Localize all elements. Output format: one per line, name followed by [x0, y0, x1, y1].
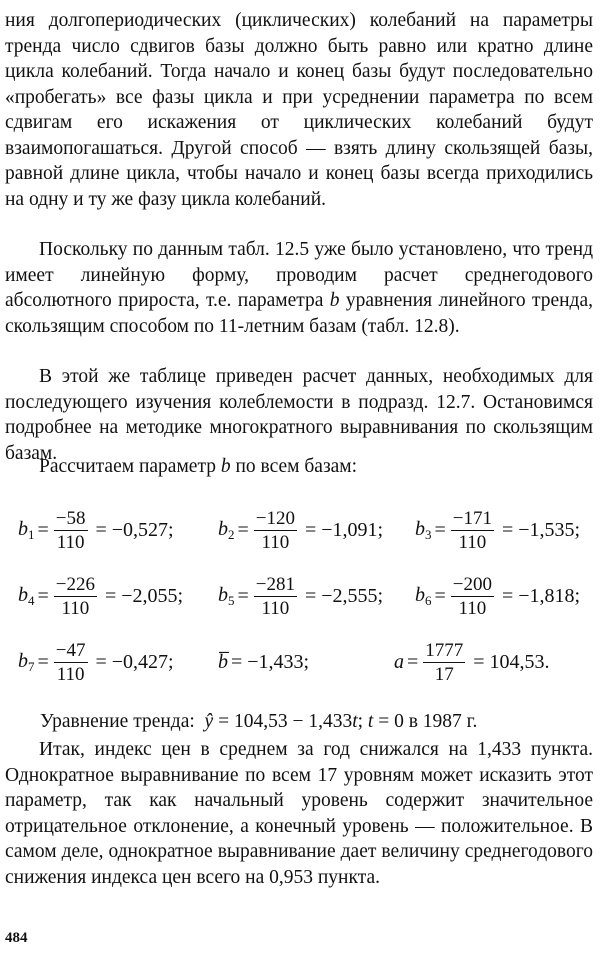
fraction-numerator: −200	[452, 573, 492, 595]
formula-symbol: $b_5$	[218, 583, 235, 608]
fraction-denominator: 110	[56, 531, 85, 553]
parameter-b-variable: b	[329, 290, 340, 311]
formula-result: = −2,555;	[305, 584, 384, 607]
formula-result: = −1,535;	[502, 518, 581, 541]
fraction-bar	[254, 530, 297, 531]
parameter-b-variable: b	[220, 456, 231, 477]
trend-t-variable: t	[352, 711, 358, 732]
fraction-numerator: −171	[452, 507, 492, 529]
trend-yhat: ŷ	[204, 711, 214, 732]
fraction-bar	[254, 596, 297, 597]
equals-sign: =	[37, 518, 49, 541]
formula-symbol: $b_1$	[18, 517, 35, 542]
trend-label: Уравнение тренда:	[40, 711, 195, 732]
formula-b2	[218, 500, 383, 560]
page-number: 484	[5, 930, 28, 946]
formula-result: = −0,527;	[95, 518, 174, 541]
fraction-bar	[451, 596, 494, 597]
trend-t-origin: = 0 в 1987 г.	[378, 711, 478, 732]
fraction-bar	[54, 530, 88, 531]
fraction-numerator: 1777	[425, 639, 464, 661]
formula-symbol: $b_3$	[415, 517, 432, 542]
formula-b4	[18, 566, 183, 626]
formula-b-mean	[218, 632, 309, 692]
equals-sign: =	[37, 650, 49, 673]
paragraph-conclusion: Итак, индекс цен в среднем за год снижался на 1,433 пункта. Однократное выравнивание по всем 17 уровням может исказить этот параметр, так как начальный уровень содержит значительное отрицательное отклонение, а конечный уровень — положительное. В самом деле, однократное выравнивание дает величину среднегодового снижения индекса цен всего на 0,953 пункта.	[5, 739, 593, 888]
fraction	[54, 574, 97, 619]
formula-row-2	[18, 566, 593, 626]
formula-row-1	[18, 500, 593, 560]
fraction-denominator: 110	[458, 531, 487, 553]
fraction-numerator: −226	[55, 573, 95, 595]
fraction	[54, 508, 88, 553]
trend-separator: ;	[357, 711, 364, 732]
fraction-bar	[54, 596, 97, 597]
formula-symbol: $b_4$	[18, 583, 35, 608]
paragraph-calculate-b-text-2: по всем базам:	[230, 456, 358, 477]
paragraph-linear-trend-text-2: уравнения линейного тренда, скользящим способом по 11-летним базам (табл. 12.8).	[5, 290, 593, 337]
paragraph-calculate-b	[5, 454, 593, 480]
equals-sign: =	[434, 518, 446, 541]
formula-b7	[18, 632, 174, 692]
formula-symbol: b̅	[218, 650, 228, 673]
fraction-bar	[54, 662, 88, 663]
paragraph-calculate-b-text-1: Рассчитаем параметр	[39, 456, 221, 477]
formula-b5	[218, 566, 383, 626]
fraction	[254, 508, 297, 553]
fraction-numerator: −281	[255, 573, 295, 595]
formula-symbol: $b_2$	[218, 517, 235, 542]
fraction-denominator: 110	[261, 531, 290, 553]
fraction-denominator: 110	[56, 663, 85, 685]
fraction-numerator: −120	[255, 507, 295, 529]
formula-result: = −1,818;	[502, 584, 581, 607]
formula-result: = −1,433;	[231, 650, 310, 673]
equals-sign: =	[37, 584, 49, 607]
equals-sign: =	[237, 584, 249, 607]
paragraph-table-note: В этой же таблице приведен расчет данных, необходимых для последующего изучения колеблемости в подразд. 12.7. Остановимся подробнее на методике многократного выравнивания по скользящим базам.	[5, 366, 593, 464]
trend-formula: = 104,53 − 1,433	[218, 711, 353, 732]
fraction-bar	[451, 530, 494, 531]
formula-result: = 104,53.	[473, 650, 550, 673]
formula-symbol: a	[394, 650, 404, 673]
equals-sign: =	[434, 584, 446, 607]
fraction	[451, 508, 494, 553]
paragraph-linear-trend	[5, 237, 593, 339]
trend-equation	[40, 709, 477, 734]
paragraph-linear-trend-text-1: Поскольку по данным табл. 12.5 уже было установлено, что тренд имеет линейную форму, проводим расчет среднегодового абсолютного прироста, т.е. параметра	[5, 239, 593, 311]
fraction-numerator: −58	[55, 507, 86, 529]
fraction	[423, 640, 465, 685]
equals-sign: =	[237, 518, 249, 541]
formula-result: = −2,055;	[105, 584, 184, 607]
fraction-denominator: 110	[61, 597, 90, 619]
formula-b3	[415, 500, 580, 560]
fraction	[254, 574, 297, 619]
formula-b1	[18, 500, 174, 560]
fraction-denominator: 17	[434, 663, 454, 685]
fraction-denominator: 110	[458, 597, 487, 619]
trend-t-variable: t	[367, 711, 374, 732]
formula-result: = −0,427;	[95, 650, 174, 673]
formula-a	[394, 632, 550, 692]
formula-symbol: $b_7$	[18, 649, 35, 674]
fraction-numerator: −47	[55, 639, 86, 661]
fraction-bar	[423, 662, 465, 663]
fraction	[451, 574, 494, 619]
formula-row-3	[18, 632, 593, 692]
fraction-denominator: 110	[261, 597, 290, 619]
equals-sign: =	[407, 650, 419, 673]
paragraph-cycle-method: ния долгопериодических (циклических) колебаний на параметры тренда число сдвигов базы должно быть равно или кратно длине цикла колебаний. Тогда начало и конец базы будут последовательно «пробегать» все фазы цикла и при усреднении параметра по всем сдвигам его искажения от циклических колебаний будут взаимопогашаться. Другой способ — взять длину скользящей базы, равной длине цикла, чтобы начало и конец базы всегда приходились на одну и ту же фазу цикла колебаний.	[5, 10, 593, 210]
formula-b6	[415, 566, 580, 626]
fraction	[54, 640, 88, 685]
formula-symbol: $b_6$	[415, 583, 432, 608]
formula-result: = −1,091;	[305, 518, 384, 541]
